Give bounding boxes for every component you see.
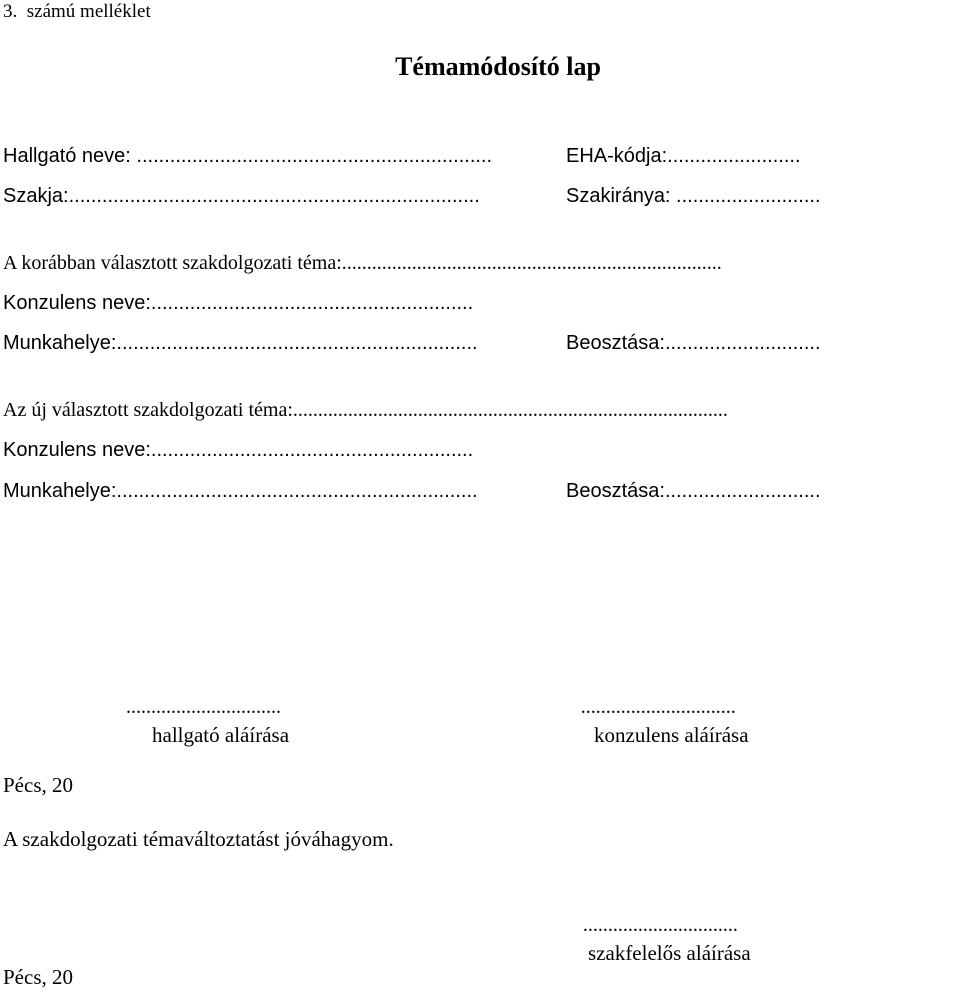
place-date-1: Pécs, 20 <box>3 773 73 797</box>
new-consultant-field: Konzulens neve:.......................................................... <box>3 439 474 461</box>
consultant-signature-label: konzulens aláírása <box>594 723 749 747</box>
new-topic-field: Az új választott szakdolgozati téma:....................................................................................... <box>3 399 728 421</box>
student-signature-line: ............................... <box>126 696 281 718</box>
student-name-field: Hallgató neve: ................................................................ <box>3 145 493 167</box>
previous-consultant-field: Konzulens neve:.......................................................... <box>3 292 474 314</box>
previous-topic-field: A korábban választott szakdolgozati téma:............................................................................ <box>3 252 722 274</box>
new-position-field: Beosztása:............................ <box>566 480 821 502</box>
previous-workplace-field: Munkahelye:................................................................. <box>3 332 478 354</box>
responsible-signature-label: szakfelelős aláírása <box>588 941 751 965</box>
responsible-signature <box>570 915 751 964</box>
consultant-signature <box>568 697 749 746</box>
new-workplace-field: Munkahelye:................................................................. <box>3 480 478 502</box>
student-signature <box>118 697 289 746</box>
specialization-field: Szakiránya: .......................... <box>566 185 821 207</box>
responsible-signature-line: ............................... <box>582 914 738 936</box>
eha-code-field: EHA-kódja:........................ <box>566 145 801 167</box>
student-signature-label: hallgató aláírása <box>152 723 290 747</box>
previous-position-field: Beosztása:............................ <box>566 332 821 354</box>
place-date-2: Pécs, 20 <box>3 965 73 989</box>
approval-statement: A szakdolgozati témaváltoztatást jóváhagyom. <box>3 827 394 851</box>
annex-label: 3. számú melléklet <box>3 1 151 22</box>
consultant-signature-line: ............................... <box>580 696 736 718</box>
page-title: Témamódosító lap <box>395 52 601 81</box>
major-field: Szakja:.......................................................................... <box>3 185 480 207</box>
